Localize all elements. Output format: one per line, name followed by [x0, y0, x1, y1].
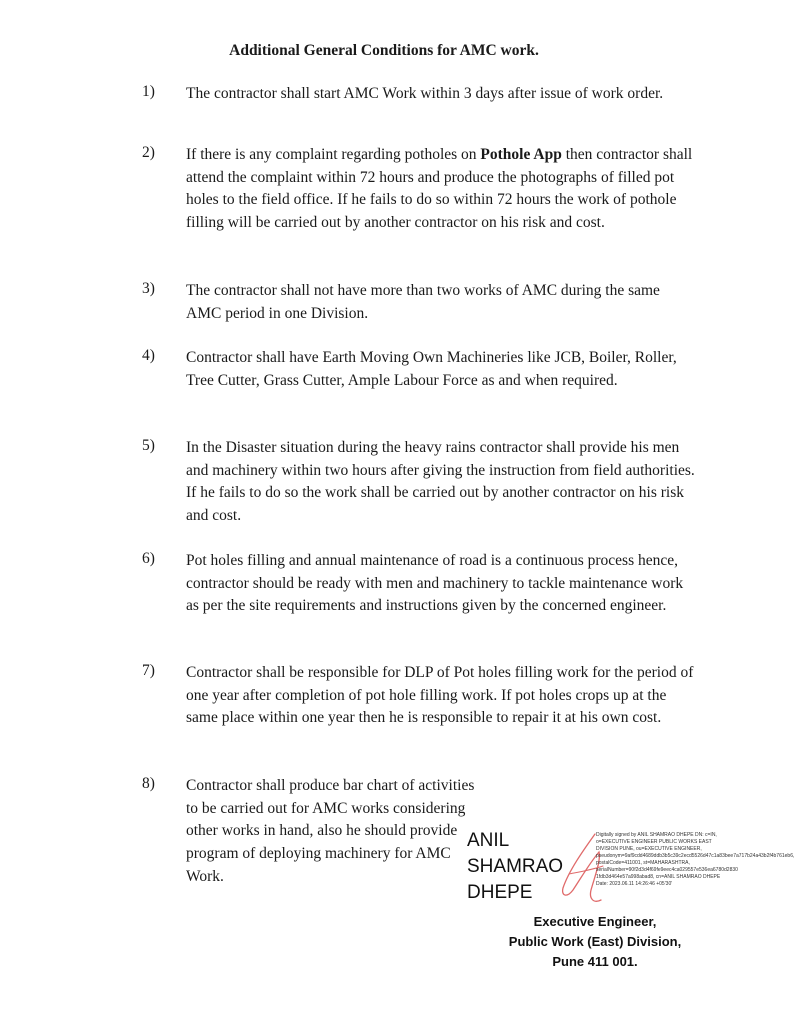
- clause-text: Contractor shall produce bar chart of activities to be carried out for AMC works considering other works in hand, also he should provide program of deploying machinery for AMC Work.: [186, 777, 475, 885]
- clause-number: 3): [142, 280, 155, 297]
- document-title: Additional General Conditions for AMC work.: [229, 42, 539, 59]
- clause-text: In the Disaster situation during the heavy rains contractor shall provide his men and machinery within two hours after giving the instruction from field authorities. If he fails to do so the work shall be carried out by another contractor on his risk and cost.: [186, 439, 695, 525]
- signatory-name-line: ANIL: [467, 830, 510, 851]
- clause-text: [186, 144, 698, 235]
- signatory-office-line: Public Work (East) Division,: [508, 934, 682, 949]
- clause-number: 5): [142, 437, 155, 454]
- clause-text: Pot holes filling and annual maintenance of road is a continuous process hence, contractor should be ready with men and machinery to tackle maintenance work as per the site requirements and instructions given by the concerned engineer.: [186, 552, 684, 615]
- clause-number: 6): [142, 550, 155, 567]
- signatory-office-line: Pune 411 001.: [552, 954, 638, 969]
- clause-number: 4): [142, 347, 155, 364]
- clause-number: 8): [142, 775, 155, 792]
- clause-number: 7): [142, 662, 155, 679]
- clause-text-end: then contractor shall attend the complaint within 72 hours and produce the photographs of filled pot holes to the field office. If he fails to do so within 72 hours the work of pothole filling will be carried out by another contractor on his risk and cost.: [186, 146, 693, 232]
- signatory-office: [450, 912, 740, 972]
- clause-text: The contractor shall not have more than two works of AMC during the same AMC period in one Division.: [186, 282, 660, 322]
- clause-text: Contractor shall have Earth Moving Own Machineries like JCB, Boiler, Roller, Tree Cutter, Grass Cutter, Ample Labour Force as and when required.: [186, 349, 677, 389]
- signatory-name: [467, 828, 563, 906]
- clause-text: The contractor shall start AMC Work within 3 days after issue of work order.: [186, 85, 664, 102]
- clause-text: Contractor shall be responsible for DLP of Pot holes filling work for the period of one year after completion of pot hole filling work. If pot holes crops up at the same place within one year then he is responsible to repair it at his own cost.: [186, 664, 694, 727]
- pothole-app-name: Pothole App: [480, 146, 562, 163]
- clause-number: 1): [142, 83, 155, 100]
- signatory-name-line: SHAMRAO: [467, 856, 564, 877]
- clause-text-start: If there is any complaint regarding potholes on: [186, 146, 481, 163]
- signatory-name-line: DHEPE: [467, 882, 533, 903]
- clause-number: 2): [142, 144, 155, 161]
- digital-signature-details: Digitally signed by ANIL SHAMRAO DHEPE DN: c=IN, o=EXECUTIVE ENGINEER PUBLIC WORKS EAST DIVISION PUNE, ou=EXECUTIVE ENGINEER, pseudonym=9af9cdd4689ddb3b5c39c2ecd5526d47c1a83bee7a717b24a43b2f4b761eb6, postalCode=411001, st=MAHARASHTRA, serialNumber=90f2d3d4f69fe9eec4ca029557e536ea6780d2830 1fdb3d464e57a998abad8, cn=ANIL SHAMRAO DHEPE Date: 2023.06.11 14:26:46 +05'30': [596, 832, 794, 887]
- signatory-office-line: Executive Engineer,: [533, 914, 657, 929]
